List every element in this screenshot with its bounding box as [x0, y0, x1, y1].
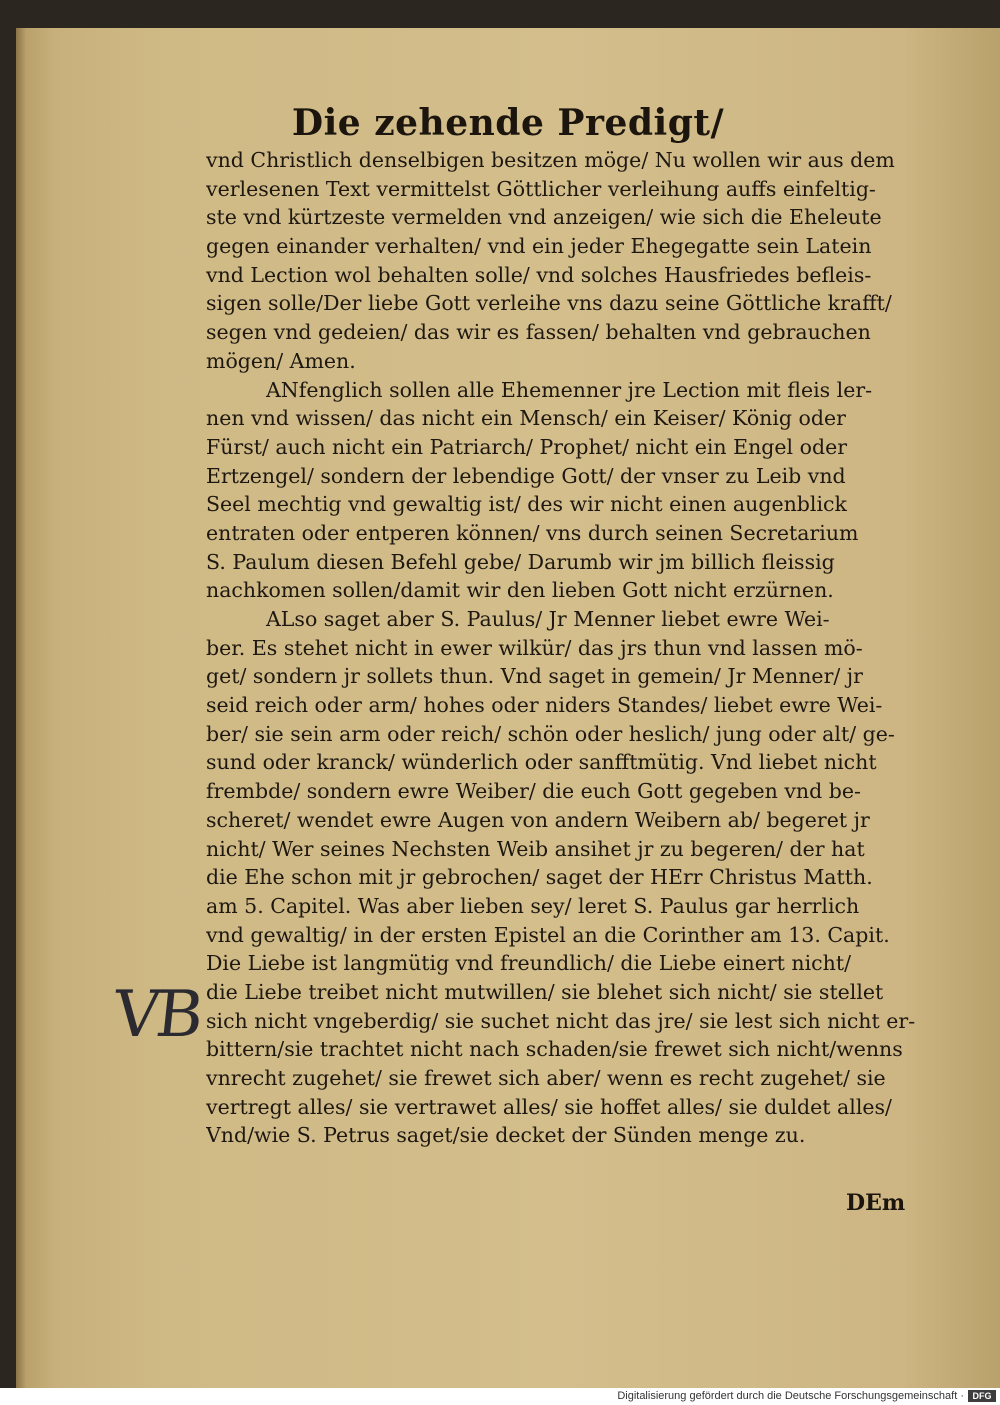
text-line: vnrecht zugehet/ sie frewet sich aber/ wenn es recht zugehet/ sie	[206, 1066, 886, 1090]
text-line: die Liebe treibet nicht mutwillen/ sie blehet sich nicht/ sie stellet	[206, 979, 884, 1004]
text-line: vnd Lection wol behalten solle/ vnd solches Hausfriedes befleis-	[206, 262, 872, 287]
text-line: ALso saget aber S. Paulus/ Jr Menner liebet ewre Wei-	[266, 607, 830, 631]
text-line: S. Paulum diesen Befehl gebe/ Darumb wir jm billich fleissig	[206, 549, 835, 574]
margin-annotation: VB	[110, 978, 204, 1052]
text-line: sich nicht vngeberdig/ sie suchet nicht das jre/ sie lest sich nicht er-	[206, 1008, 916, 1033]
text-line: die Ehe schon mit jr gebrochen/ saget der HErr Christus Matth.	[206, 865, 873, 890]
footer-bar	[0, 1388, 1000, 1405]
text-line: vnd Christlich denselbigen besitzen möge/ Nu wollen wir aus dem	[206, 148, 895, 172]
text-line: ber/ sie sein arm oder reich/ schön oder heslich/ jung oder alt/ ge-	[206, 721, 895, 746]
text-line: Fürst/ auch nicht ein Patriarch/ Prophet/ nicht ein Engel oder	[206, 434, 848, 459]
text-line: get/ sondern jr sollets thun. Vnd saget in gemein/ Jr Menner/ jr	[206, 664, 863, 689]
dfg-logo: DFG	[968, 1390, 996, 1402]
funding-notice: Digitalisierung gefördert durch die Deutsche Forschungsgemeinschaft ·	[617, 1390, 964, 1402]
text-line: scheret/ wendet ewre Augen von andern Weibern ab/ begeret jr	[206, 807, 870, 832]
text-line: bittern/sie trachtet nicht nach schaden/sie frewet sich nicht/wenns	[206, 1037, 903, 1062]
text-line: seid reich oder arm/ hohes oder niders Standes/ liebet ewre Wei-	[206, 693, 883, 718]
text-line: frembde/ sondern ewre Weiber/ die euch Gott gegeben vnd be-	[206, 779, 861, 804]
page-heading: Die zehende Predigt/	[291, 102, 725, 144]
text-line: sigen solle/Der liebe Gott verleihe vns dazu seine Göttliche krafft/	[206, 291, 892, 316]
text-line: Seel mechtig vnd gewaltig ist/ des wir nicht einen augenblick	[206, 492, 847, 517]
catchword: DEm	[846, 1190, 906, 1216]
text-line: gegen einander verhalten/ vnd ein jeder Ehegegatte sein Latein	[206, 234, 872, 259]
text-line: ber. Es stehet nicht in ewer wilkür/ das jrs thun vnd lassen mö-	[206, 635, 863, 660]
text-line: nachkomen sollen/damit wir den lieben Gott nicht erzürnen.	[206, 578, 834, 603]
text-line: vnd gewaltig/ in der ersten Epistel an die Corinther am 13. Capit.	[206, 922, 890, 947]
text-line: nicht/ Wer seines Nechsten Weib ansihet jr zu begeren/ der hat	[206, 836, 865, 861]
text-line: nen vnd wissen/ das nicht ein Mensch/ ein Keiser/ König oder	[206, 406, 846, 431]
text-line: mögen/ Amen.	[206, 348, 356, 373]
text-line: Ertzengel/ sondern der lebendige Gott/ der vnser zu Leib vnd	[206, 463, 846, 488]
text-line: segen vnd gedeien/ das wir es fassen/ behalten vnd gebrauchen	[206, 320, 871, 345]
page-edge	[16, 28, 26, 1388]
text-line: am 5. Capitel. Was aber lieben sey/ leret S. Paulus gar herrlich	[206, 893, 860, 918]
text-line: sund oder kranck/ wünderlich oder sanfftmütig. Vnd liebet nicht	[206, 750, 877, 775]
text-line: Vnd/wie S. Petrus saget/sie decket der Sünden menge zu.	[206, 1123, 806, 1148]
text-line: ste vnd kürtzeste vermelden vnd anzeigen/ wie sich die Eheleute	[206, 205, 882, 230]
text-line: Die Liebe ist langmütig vnd freundlich/ die Liebe einert nicht/	[206, 951, 851, 976]
text-line: entraten oder entperen können/ vns durch seinen Secretarium	[206, 520, 859, 545]
text-line: vertregt alles/ sie vertrawet alles/ sie hoffet alles/ sie duldet alles/	[206, 1094, 892, 1119]
text-line: verlesenen Text vermittelst Göttlicher verleihung auffs einfeltig-	[206, 176, 876, 201]
book-page	[16, 28, 1000, 1388]
text-line: ANfenglich sollen alle Ehemenner jre Lection mit fleis ler-	[266, 377, 873, 402]
body-text	[206, 146, 966, 1150]
